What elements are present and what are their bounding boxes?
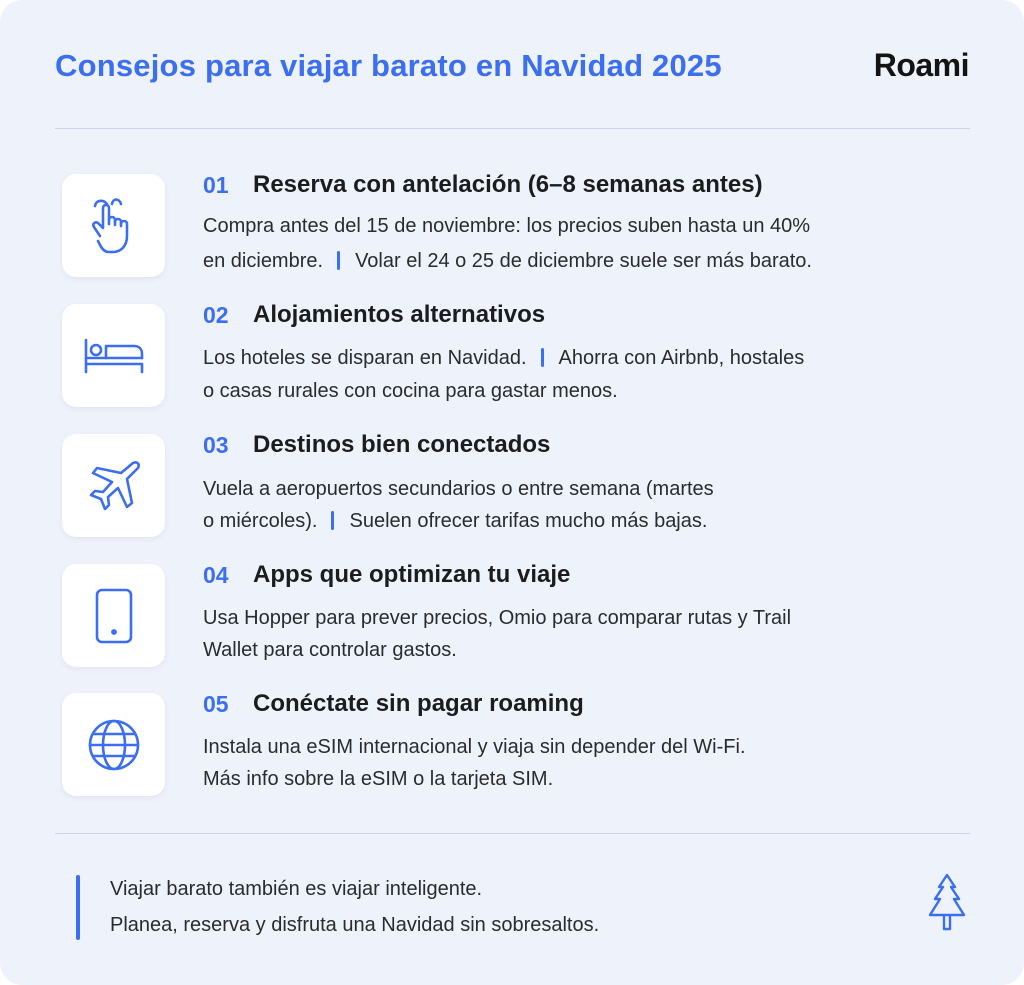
tip-text-line [203, 250, 812, 273]
tip-text-line: Vuela a aeropuertos secundarios o entre semana (martes [203, 478, 714, 500]
tip-number: 03 [203, 432, 229, 458]
tip-text-line: Más info sobre la eSIM o la tarjeta SIM. [203, 768, 554, 790]
tip-number: 01 [203, 172, 229, 198]
tip-icon-box [62, 693, 165, 796]
tip-text-segment: Ahorra con Airbnb, hostales [558, 347, 805, 369]
tip-item-04 [0, 562, 1024, 672]
tip-text-segment: Volar el 24 o 25 de diciembre suele ser más barato. [355, 250, 812, 272]
tip-item-02 [0, 302, 1024, 412]
footer-divider [55, 833, 970, 834]
tip-text-segment: Suelen ofrecer tarifas mucho más bajas. [349, 510, 708, 532]
tip-text-segment: Los hoteles se disparan en Navidad. [203, 347, 527, 369]
quote-bar [76, 875, 80, 940]
tip-icon-box [62, 304, 165, 407]
christmas-tree-icon [927, 873, 967, 935]
tip-icon-box [62, 174, 165, 277]
brand-logo: Roami [873, 47, 969, 83]
tip-text-line [203, 347, 804, 370]
tip-heading: Alojamientos alternativos [253, 301, 546, 328]
tip-text-line: o casas rurales con cocina para gastar menos. [203, 380, 618, 402]
header-divider [55, 128, 970, 129]
tip-heading: Reserva con antelación (6–8 semanas antes) [253, 171, 763, 198]
tip-item-03 [0, 432, 1024, 542]
tip-item-01 [0, 172, 1024, 282]
tip-text-line [203, 510, 707, 533]
tip-text-line: Wallet para controlar gastos. [203, 639, 457, 661]
tip-item-05 [0, 691, 1024, 801]
separator-bar [541, 348, 544, 367]
bed-icon [82, 336, 146, 376]
smartphone-icon [94, 587, 134, 645]
tip-number: 04 [203, 562, 229, 588]
separator-bar [331, 511, 334, 530]
tip-heading: Conéctate sin pagar roaming [253, 690, 584, 717]
pointing-hand-icon [86, 196, 142, 256]
tip-number: 05 [203, 691, 229, 717]
tip-heading: Destinos bien conectados [253, 431, 551, 458]
tip-heading: Apps que optimizan tu viaje [253, 561, 571, 588]
globe-icon [86, 717, 142, 773]
tip-text-line: Instala una eSIM internacional y viaja sin depender del Wi-Fi. [203, 736, 746, 758]
tip-text-segment: en diciembre. [203, 250, 324, 272]
tip-text-line: Usa Hopper para prever precios, Omio para comparar rutas y Trail [203, 607, 792, 629]
tip-text-segment: o miércoles). [203, 510, 318, 532]
footer-line: Planea, reserva y disfruta una Navidad sin sobresaltos. [110, 914, 600, 936]
tip-icon-box [62, 434, 165, 537]
tip-number: 02 [203, 302, 229, 328]
tip-text-line: Compra antes del 15 de noviembre: los precios suben hasta un 40% [203, 215, 811, 237]
page-title: Consejos para viajar barato en Navidad 2025 [55, 48, 722, 83]
airplane-icon [85, 457, 143, 515]
footer-line: Viajar barato también es viajar inteligente. [110, 878, 483, 900]
tip-icon-box [62, 564, 165, 667]
separator-bar [337, 251, 340, 270]
